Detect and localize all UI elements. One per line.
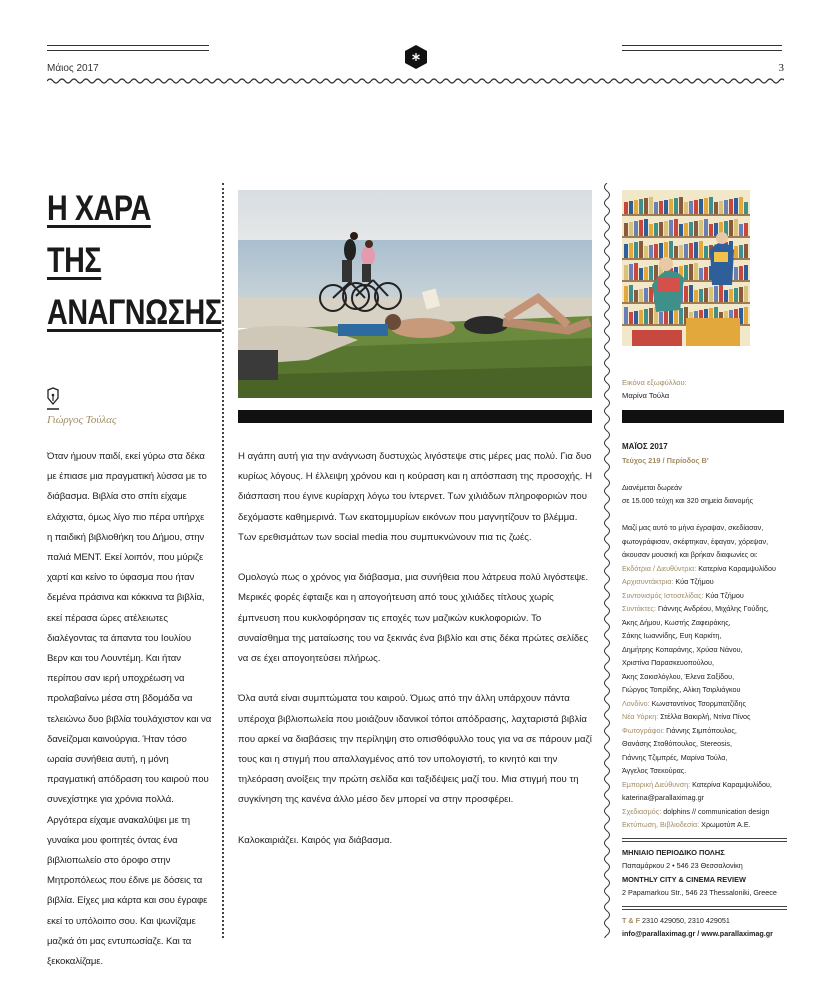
body-paragraph-3: Όλα αυτά είναι συμπτώματα του καιρού. Όμως από την άλλη υπάρχουν πάντα υπέροχα βιβλιοπωλεία που μοιάζουν ιδανικοί τόποι απόδρασης, λαχταριστά βιβλία που αρκεί να διαβάσεις την περίληψη στο οπισθόφυλλο τους για να σε πάρουν μαζί τους και η στιγμή που απαλλαγμένος από τον υπολογιστή, το κινητό και την τηλεόραση ανοίξεις την πρώτη σελίδα και ταξιδέψεις μαζί του. Μια στιγμή που τη συγκίνηση της κανένα άλλο μέσο δεν μπορεί να στην προσφέρει. [238,693,592,806]
distribution-line-1: Διανέμεται δωρεάν [622,482,682,492]
masthead-rule-1 [622,838,787,842]
address-gr: Παπαμάρκου 2 • 546 23 Θεσσαλονίκη [622,861,743,870]
credit-photographers-3: Γιάννης Τζιμπρές, Μαρίνα Τούλα, [622,752,728,762]
issue-date: Μάιος 2017 [47,63,99,74]
cover-illustration [622,190,750,346]
credit-writers-6: Άκης Σακισλόγλου, Έλενα Σαξίδου, [622,671,735,681]
black-bar-middle [238,410,592,423]
contributors-intro-2: φωτογράφισαν, σκέφτηκαν, έφαγαν, χόρεψαν, [622,536,769,546]
article-title [47,183,222,339]
masthead-month: ΜΑΪΟΣ 2017 [622,442,668,451]
credit-writers-7: Γιώργος Τοπρίδης, Αλίκη Τσιρλιάγκου [622,685,741,694]
magazine-name-en: MONTHLY CITY & CINEMA REVIEW [622,874,747,884]
credit-design: Σχεδιασμός: dolphins // communication design [622,806,770,816]
pen-nib-icon [46,387,60,411]
credit-writers: Συντάκτες: Γιάννης Ανδρέου, Μιχάλης Γούδης, [622,604,769,613]
masthead-issue: Τεύχος 219 / Περίοδος Β' [622,455,709,465]
masthead [622,440,787,941]
page-number: 3 [778,62,784,74]
article-intro-text [47,447,212,972]
credit-writers-2: Άκης Δήμου, Κωστής Ζαφειράκης, [622,617,731,627]
article-body [238,447,592,871]
credit-web: Συντονισμός Ιστοσελίδας: Κύα Τζήμου [622,590,744,600]
credit-print: Εκτύπωση, Βιβλιοδεσία: Χρωμοτύπ Α.Ε. [622,820,751,829]
contact-web[interactable]: info@parallaximag.gr / www.parallaximag.gr [622,929,773,938]
credit-photographers-2: Θανάσης Σταθόπουλος, Stereosis, [622,739,732,748]
credit-publisher: Εκδότρια / Διευθύντρια: Κατερίνα Καραμψυλίδου [622,563,776,573]
contributors-intro-1: Μαζί μας αυτό το μήνα έγραψαν, σκεδίασαν, [622,523,764,532]
article-author: Γιώργος Τούλας [47,414,117,426]
title-line-3: ΑΝΑΓΝΩΣΗΣ [47,293,222,332]
article-photo [238,190,592,398]
credit-photographers-4: Άγγελος Τσεκούρας. [622,766,687,775]
credit-commercial-email: katerina@parallaximag.gr [622,793,705,802]
masthead-rule-2 [622,906,787,910]
credit-photographers: Φωτογράφοι: Γιάννης Σιμπόπουλος, [622,725,737,735]
credit-writers-4: Δημήτρης Κοπαράνης, Χρύσα Νάνου, [622,644,743,654]
emblem-icon [404,44,428,70]
credit-writers-5: Χριστίνα Παρασκευοπούλου, [622,658,714,667]
body-paragraph-1: Η αγάπη αυτή για την ανάγνωση δυστυχώς λιγόστεψε στις μέρες μας πολύ. Για δυο κυρίως λόγους. Η έλλειψη χρόνου και η κούραση και η απόσπαση της προσοχής. Η διάσπαση που έγινε κυρίαρχη λόγω του ίντερνετ. Των χιλιάδων πληροφοριών που δεχόμαστε καθημερινά. Των εκατομμυρίων εικόνων που μαγνητίζουν το βλέμμα. Των ερεθισμάτων των social media που συμπυκνώνουν πια τις ζωές. [238,451,593,543]
column-divider-dotted [222,183,224,938]
cover-credit-name: Μαρίνα Τούλα [622,391,670,400]
body-paragraph-4: Καλοκαιριάζει. Καιρός για διάβασμα. [238,834,393,846]
header-wave-rule [47,76,784,86]
cover-credit-label: Εικόνα εξωφύλλου: [622,378,687,387]
credit-ny: Νέα Υόρκη: Στέλλα Βακιρλή, Ντίνα Πίνος [622,712,751,721]
header-rule-left [47,45,209,51]
contact-phone: T & F 2310 429050, 2310 429051 [622,915,730,925]
title-line-2: ΤΗΣ [47,241,102,280]
credit-commercial: Εμπορική Διεύθυνση: Κατερίνα Καραμψυλίδου, [622,779,772,789]
magazine-name-gr: ΜΗΝΙΑΙΟ ΠΕΡΙΟΔΙΚΟ ΠΟΛΗΣ [622,847,725,857]
credit-editor: Αρχισυντάκτρια: Κύα Τζήμου [622,577,714,586]
contributors-intro-3: άκουσαν μουσική και βρήκαν διαφωνίες οι: [622,550,758,559]
distribution-line-2: σε 15.000 τεύχη και 320 σημεία διανομής [622,496,754,505]
body-paragraph-2: Ομολογώ πως ο χρόνος για διάβασμα, μια συνήθεια που λάτρευα πολύ λιγόστεψε. Μερικές φορές έφταιξε και η απογοήτευση από τους χιλιάδες τίτλους χωρίς έμπνευση που κυκλοφόρησαν τις εποχές των μαζικών κυκλοφοριών. Το συναίσθημα της ματαίωσης του να ξεκινάς ένα βιβλίο και στις δέκα πρώτες σελίδες να σε έχει απογοητεύσει πλήρως. [238,572,589,665]
credit-writers-3: Σάκης Ιωαννίδης, Ευη Καρκίτη, [622,631,722,640]
title-line-1: Η ΧΑΡΑ [47,189,151,228]
column-divider-wavy [601,183,613,938]
credit-london: Λονδίνο: Κωνσταντίνος Τσορμπατζίδης [622,698,747,708]
intro-paragraph: Όταν ήμουν παιδί, εκεί γύρω στα δέκα με έπιασε μια πραγματική λύσσα με το διάβασμα. Βιβλία στο σπίτι είχαμε ελάχιστα, όμως λίγο πιο πέρα υπήρχε η παιδική βιβλιοθήκη του Δήμου, στην παλιά ΜΕΝΤ. Εκεί λοιπόν, που μύριζε χαρτί και κείνο το ύφασμα που ήταν δεμένα πράσινα και κόκκινα τα βιβλία, εκεί πέρασα ώρες ατέλειωτες διαλέγοντας τα άπαντα του Ιουλίου Βερν και του Λουντέμη. Και ήταν περίπου σαν ιερή υποχρέωση να προλαβαίνω μέσα στη βδομάδα να τελειώνω δυο βιβλία τουλάχιστον και να δανείζομαι καινούργια. Ήταν τόσο ωραία συνήθεια αυτή, η μόνη πραγματική απόδραση του καιρού που συνεχίστηκε για χρόνια πολλά. Αργότερα είχαμε ανακαλύψει με τη γυναίκα μου φοιτητές όντας ένα βιβλιοπωλείο στο όροφο στην Μητροπόλεως που έδινε με δόσεις τα βιβλία. Είχες μια κάρτα και σου έγραφε εκεί το υπόλοιπο σου. Και ψωνίζαμε μαζικά ότι μας εντυπωσίαζε. Και τα ξεκοκαλίζαμε. [47,451,212,968]
black-bar-right [622,410,784,423]
header-rule-right [622,45,782,51]
address-en: 2 Papamarkou Str., 546 23 Thessaloniki, Greece [622,888,777,897]
